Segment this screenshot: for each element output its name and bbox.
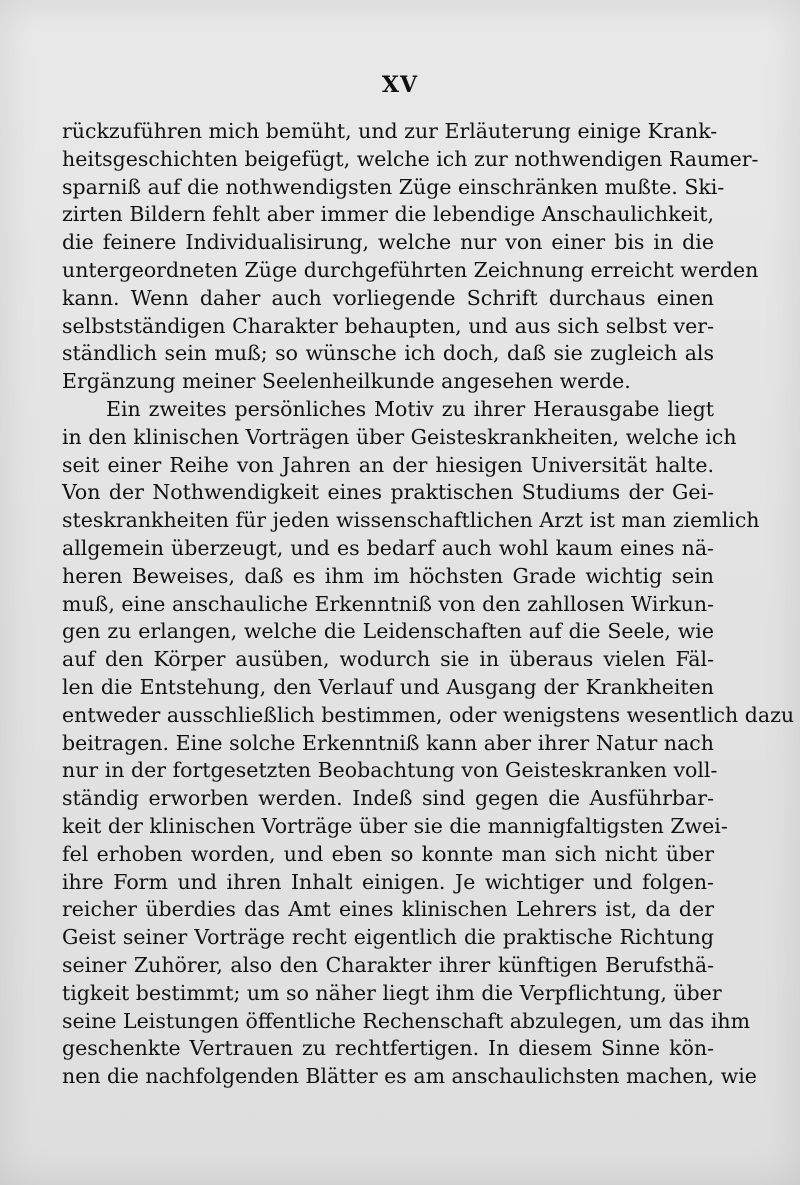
text-line: reicher überdies das Amt eines klinischen Lehrers ist, da der bbox=[62, 897, 714, 922]
text-line: ihre Form und ihren Inhalt einigen. Je wichtiger und folgen- bbox=[62, 869, 714, 894]
text-line: Von der Nothwendigkeit eines praktischen Studiums der Gei- bbox=[62, 480, 714, 505]
text-line: ständlich sein muß; so wünsche ich doch, daß sie zugleich als bbox=[62, 341, 714, 366]
text-line: keit der klinischen Vorträge über sie die mannigfaltigsten Zwei- bbox=[62, 813, 728, 838]
text-line: gen zu erlangen, welche die Leidenschaften auf die Seele, wie bbox=[62, 619, 714, 644]
text-line: selbstständigen Charakter behaupten, und aus sich selbst ver- bbox=[62, 313, 714, 338]
text-line: seiner Zuhörer, also den Charakter ihrer künftigen Berufsthä- bbox=[62, 952, 714, 977]
text-line: heitsgeschichten beigefügt, welche ich zur nothwendigen Raumer- bbox=[62, 146, 759, 171]
text-line: zirten Bildern fehlt aber immer die lebendige Anschaulichkeit, bbox=[62, 202, 714, 227]
text-line: allgemein überzeugt, und es bedarf auch wohl kaum eines nä- bbox=[62, 535, 714, 560]
text-line: nen die nachfolgenden Blätter es am anschaulichsten machen, wie bbox=[62, 1064, 757, 1089]
text-line: untergeordneten Züge durchgeführten Zeichnung erreicht werden bbox=[62, 257, 759, 282]
text-line: ständig erworben werden. Indeß sind gegen die Ausführbar- bbox=[62, 786, 714, 811]
text-line: kann. Wenn daher auch vorliegende Schrift durchaus einen bbox=[62, 285, 714, 310]
page-number: XV bbox=[381, 72, 419, 98]
text-line: tigkeit bestimmt; um so näher liegt ihm die Verpflichtung, über bbox=[62, 980, 722, 1005]
text-line: beitragen. Eine solche Erkenntniß kann aber ihrer Natur nach bbox=[62, 730, 714, 755]
text-line: fel erhoben worden, und eben so konnte man sich nicht über bbox=[62, 841, 714, 866]
text-line: steskrankheiten für jeden wissenschaftlichen Arzt ist man ziemlich bbox=[62, 508, 760, 533]
text-line: muß, eine anschauliche Erkenntniß von den zahllosen Wirkun- bbox=[62, 591, 714, 616]
text-line: heren Beweises, daß es ihm im höchsten Grade wichtig sein bbox=[62, 563, 714, 588]
paragraph-start-line: Ein zweites persönliches Motiv zu ihrer Herausgabe liegt bbox=[106, 396, 714, 421]
text-line: rückzuführen mich bemüht, und zur Erläuterung einige Krank- bbox=[62, 119, 718, 143]
text-line: seine Leistungen öffentliche Rechenschaft abzulegen, um das ihm bbox=[62, 1008, 751, 1033]
text-line: in den klinischen Vorträgen über Geisteskrankheiten, welche ich bbox=[62, 424, 737, 449]
text-line: nur in der fortgesetzten Beobachtung von Geisteskranken voll- bbox=[62, 758, 718, 783]
text-line: seit einer Reihe von Jahren an der hiesigen Universität halte. bbox=[62, 452, 714, 477]
text-line: auf den Körper ausüben, wodurch sie in überaus vielen Fäl- bbox=[62, 647, 714, 672]
body-text bbox=[62, 118, 795, 1091]
text-line: geschenkte Vertrauen zu rechtfertigen. In diesem Sinne kön- bbox=[62, 1036, 714, 1061]
text-line: sparniß auf die nothwendigsten Züge einschränken mußte. Ski- bbox=[62, 174, 725, 199]
text-line: len die Entstehung, den Verlauf und Ausgang der Krankheiten bbox=[62, 674, 714, 699]
paragraph-end-line: Ergänzung meiner Seelenheilkunde angesehen werde. bbox=[62, 369, 631, 394]
text-line: Geist seiner Vorträge recht eigentlich die praktische Richtung bbox=[62, 925, 714, 950]
text-line: die feinere Individualisirung, welche nur von einer bis in die bbox=[62, 230, 714, 255]
text-line: entweder ausschließlich bestimmen, oder wenigstens wesentlich dazu bbox=[62, 702, 795, 727]
